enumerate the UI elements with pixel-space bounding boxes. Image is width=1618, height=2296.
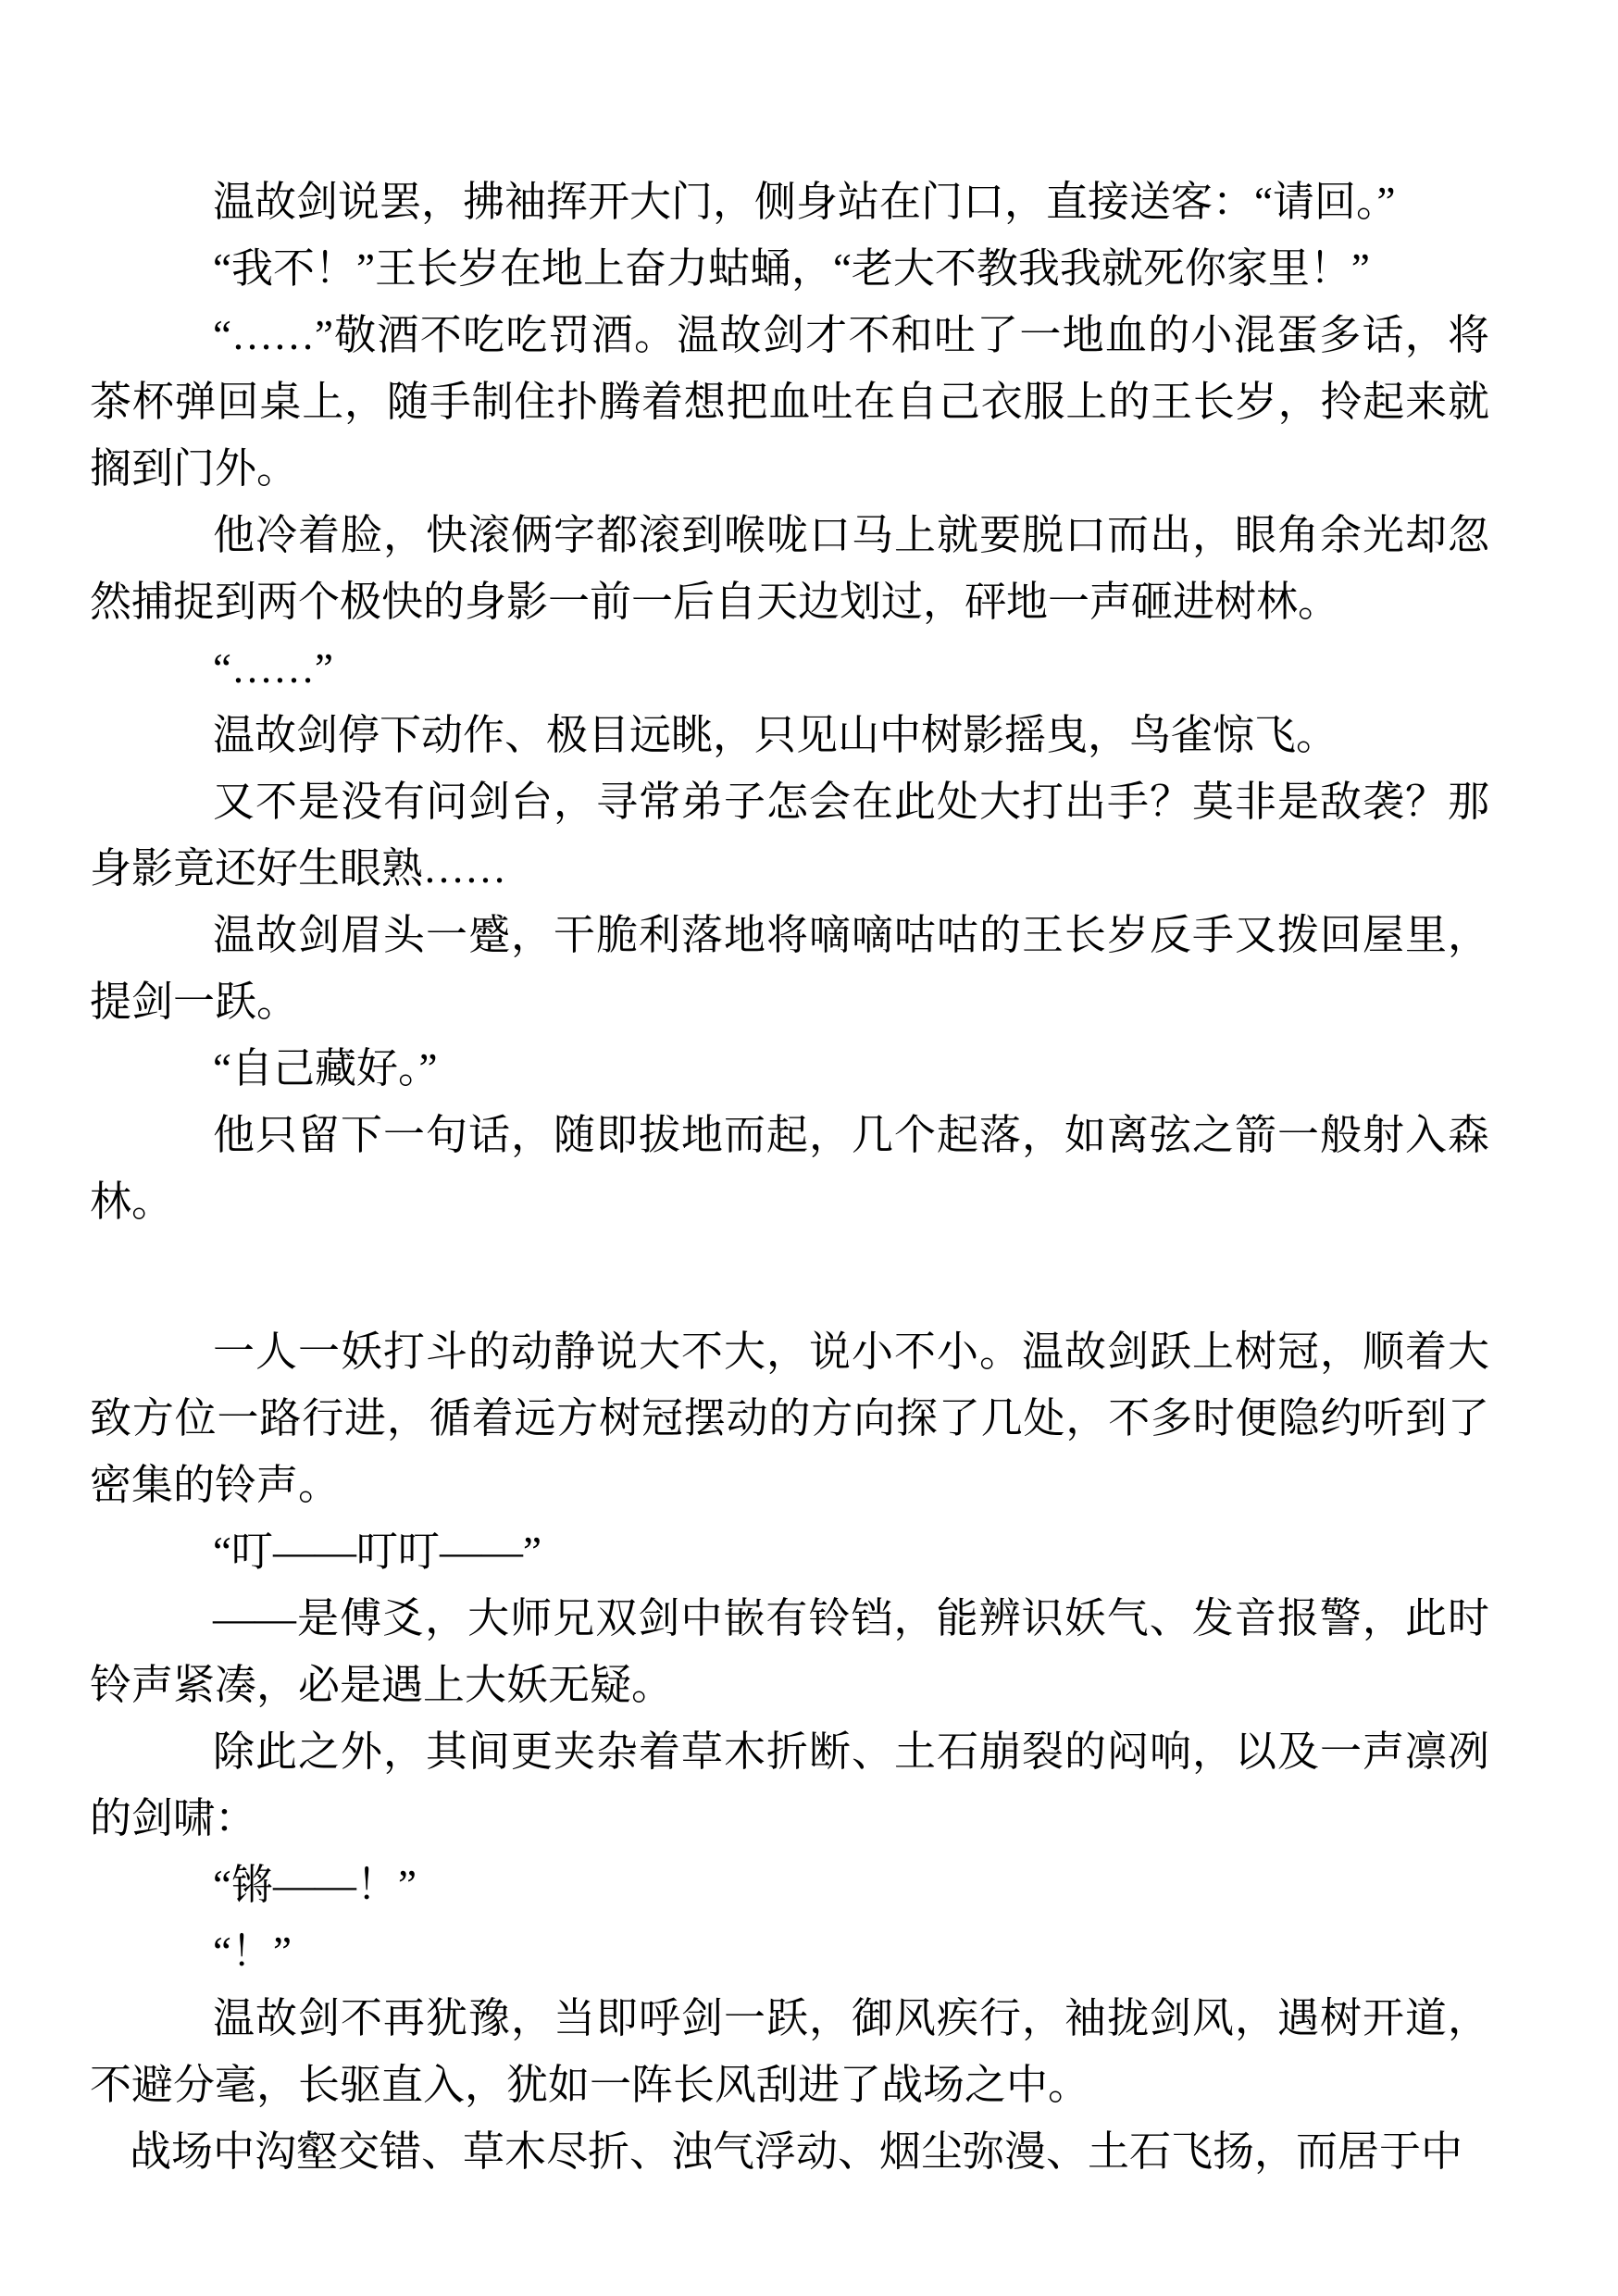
paragraph: “锵——！” <box>213 1862 417 1908</box>
paragraph: “叮——叮叮——” <box>213 1529 541 1575</box>
paragraph: “……”敬酒不吃吃罚酒。温故剑才不和吐了一地血的小混蛋多话，将茶杯弹回桌上，随手制住扑腾着想把血吐在自己衣服上的王长岁，拎起来就搁到门外。 <box>90 312 1489 492</box>
paragraph: 温故剑说罢，拂袖挥开大门，侧身站在门口，直接送客：“请回。” <box>213 179 1396 225</box>
paragraph: “自己藏好。” <box>213 1045 438 1092</box>
page-text <box>90 168 1489 2185</box>
section-break <box>90 1235 1489 1318</box>
paragraph: 战场中沟壑交错、草木尽折、浊气浮动、烟尘弥漫、土石飞扬，而居于中 <box>130 2128 1463 2175</box>
paragraph: 一人一妖打斗的动静说大不大，说小不小。温故剑跃上树冠，顺着大致方位一路行进，循着远方树冠摆动的方向探了几处，不多时便隐约听到了密集的铃声。 <box>90 1329 1489 1508</box>
paragraph: 除此之外，其间更夹杂着草木折断、土石崩裂的闷响，以及一声凛冽的剑啸： <box>90 1728 1489 1841</box>
paragraph: 又不是没有问剑台，寻常弟子怎会在此处大打出手？莫非是敌袭？那身影竟还好生眼熟…… <box>90 779 1489 892</box>
paragraph: “我不！”王长岁在地上奋力蛄蛹，“老大不教我我就死你家里！” <box>213 245 1370 292</box>
paragraph: 他只留下一句话，随即拔地而起，几个起落，如离弦之箭一般射入森林。 <box>90 1112 1489 1225</box>
paragraph: 温故剑停下动作、极目远眺，只见山中树影摇曳，鸟雀惊飞。 <box>213 712 1338 758</box>
paragraph: “！” <box>213 1928 292 1975</box>
paragraph: “……” <box>213 645 333 692</box>
paragraph: 他冷着脸，快滚俩字都滚到喉咙口马上就要脱口而出，眼角余光却忽然捕捉到两个极快的身影一前一后自天边划过，砰地一声砸进树林。 <box>90 512 1489 625</box>
paragraph: 温故剑不再犹豫，当即呼剑一跃，御风疾行，袖拢剑风，遇树开道，不避分毫，长驱直入，犹如一阵长风刮进了战场之中。 <box>90 1995 1489 2108</box>
paragraph: 温故剑眉头一蹙，干脆利落地将嘀嘀咕咕的王长岁反手又拨回屋里，提剑一跃。 <box>90 912 1489 1025</box>
paragraph: ——是傅爻，大师兄双剑中嵌有铃铛，能辨识妖气、发音报警，此时铃声紧凑，必是遇上大妖无疑。 <box>90 1595 1489 1708</box>
